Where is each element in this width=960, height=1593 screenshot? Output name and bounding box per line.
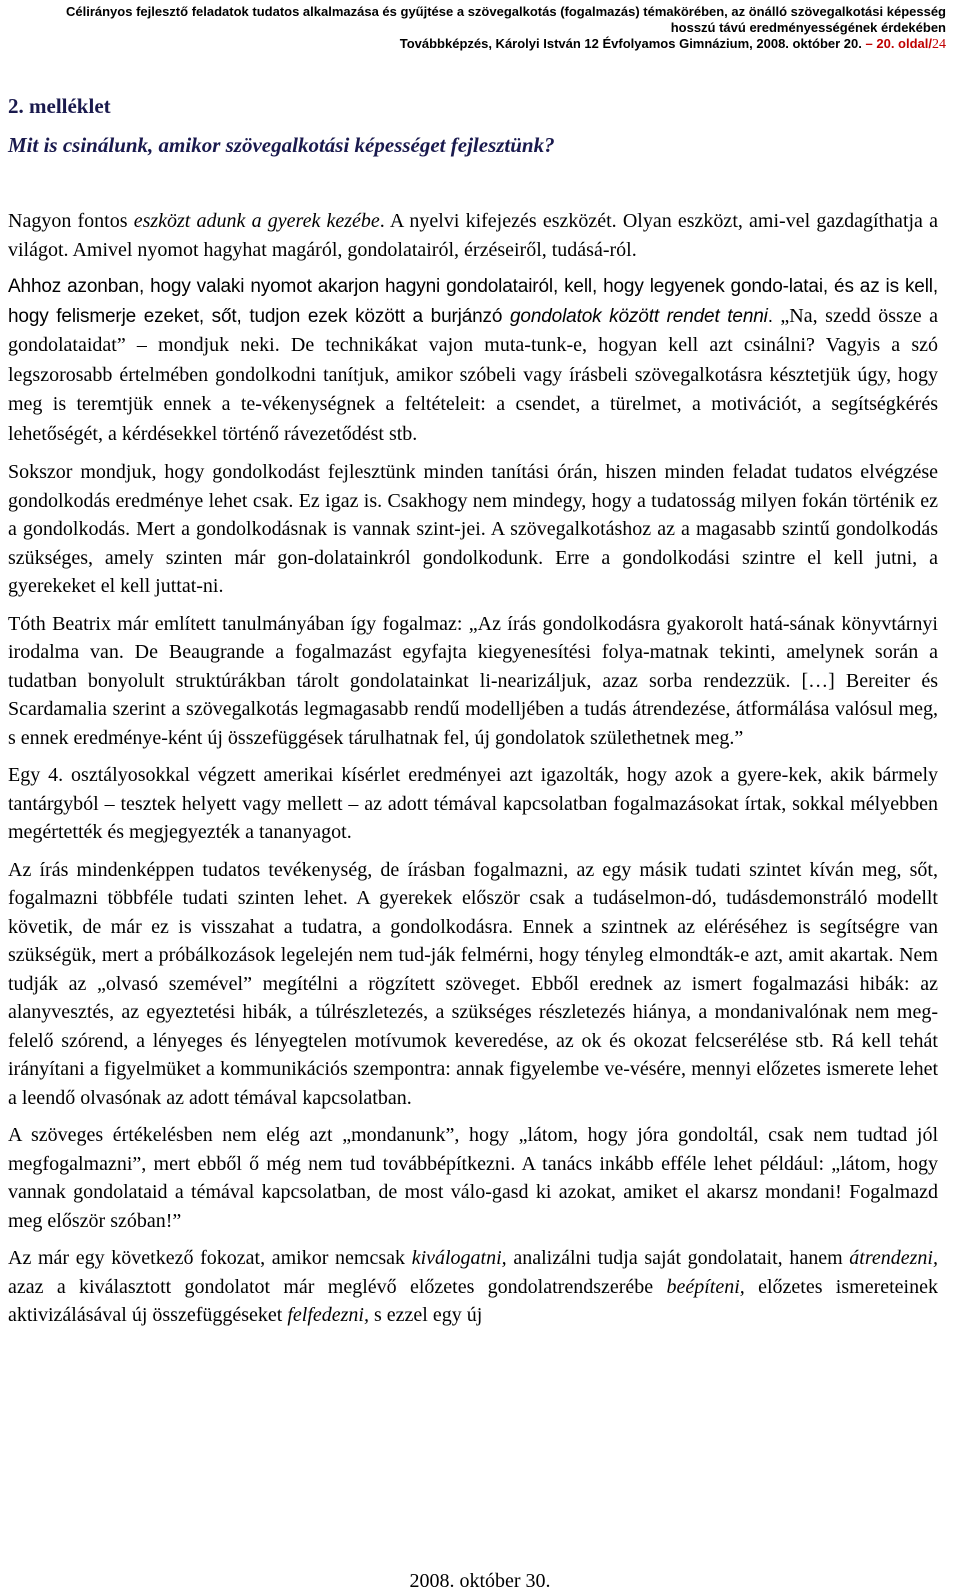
p1-text-b: . A nyelvi kifejezés eszközét. Olyan eszközt, ami-vel gazdagíthatja a világot. Amivel nyomot hagyhat magáról, gondolatairól, érzéseiről, tudásá-ról. [8,210,938,261]
paragraph-4: Tóth Beatrix már említett tanulmányában így fogalmaz: „Az írás gondolkodásra gyakorolt hatá-sának könyvtárnyi irodalma van. De Beaugrande a fogalmazást egyfajta kiegyenesítési folya-matnak tekinti, amelynek során a tudatban bonyolult struktúrákban tárolt gondolatainkat li-nearizáljuk, azaz sorba rendezzük. […] Bereiter és Scardamalia szerint a szövegalkotás legmagasabb rendű modelljében a tudás átrendezése, átformálása valósul meg, s ennek eredménye-ként új összefüggések tárulhatnak fel, új gondolatok születhetnek meg.” [8,612,938,749]
p8-text-e: s ezzel egy új [368,1304,483,1326]
page-footer-date: 2008. október 30. [409,1570,551,1592]
header-dash: – [865,36,873,51]
p8-emphasis-3: beépíteni, [666,1275,745,1298]
header-line-3 [0,36,946,53]
header-line-2: hosszú távú eredményességének érdekében [670,20,946,35]
paragraph-5: Egy 4. osztályosokkal végzett amerikai kísérlet eredményei azt igazolták, hogy azok a gyere-kek, akik bármely tantárgyból – tesztek helyett vagy mellett – az adott témával kapcsolatban fogalmazásokat írtak, sokkal mélyebben megértették és megjegyezték a tananyagot. [8,764,938,843]
paragraph-6: Az írás mindenképpen tudatos tevékenység, de írásban fogalmazni, az egy másik tudati szintet kíván meg, sőt, fogalmazni többféle tudati szinten lehet. A gyerekek először csak a tudáselmon-dó, tudásdemonstráló modellt követik, de már ez is visszahat a tudatra, a gondolkodásra. Ennek a szintnek az eléréséhez is segítségre van szükségük, mert a próbálkozások legelején nem tud-ják felmérni, hogy tényleg elmondták-e azt, amit akartak. Nem tudják az „olvasó szemével” megítélni a rögzített szöveget. Ebből erednek az ismert fogalmazási hibák: az alanyvesztés, az egyeztetési hibák, a túlrészletezés, a szükséges részletezés hiánya, a mondanivalónak nem meg-felelő szórend, a lényeges és lényegtelen motívumok keveredése, az ok és okozat felcserélése stb. Rá kell tehát irányítani a figyelmüket a kommunikációs szempontra: annak figyelembe ve-vésére, mennyi előzetes ismerete lehet a leendő olvasónak az adott témával kapcsolatban. [8,858,938,1109]
p1-text-a: Nagyon fontos [8,210,134,232]
p2-text-a: Ahhoz azonban, hogy valaki nyomot akarjon hagyni gondolatairól, kell, hogy legyenek gondo-latai, és az is kell, hogy felismerje ezeket, sőt, tudjon ezek között a burjánzó [8,276,938,327]
p1-emphasis: eszközt adunk a gyerek kezébe [133,210,380,232]
p2-text-c: „Na, szedd össze a gondolataidat” – mondjuk neki. De technikákat vajon muta-tunk-e, hogyan kell azt csinálni? Vagyis a szó legszorosabb értelmében gondolkodni tanítjuk, amikor szóbeli vagy írásbeli szövegalkotásra késztetjük úgy, hogy meg is teremtjük ennek a te-vékenységnek a feltételeit: a csendet, a türelmet, a motivációt, a segítségkérés lehetőségét, a kérdésekkel történő rávezetődést stb. [8,304,938,445]
p8-emphasis-1: kiválogatni, [411,1247,507,1269]
p8-emphasis-2: átrendezni, [849,1247,938,1269]
p2-text-b: . [767,305,773,327]
p8-emphasis-4: felfedezni, [287,1304,369,1326]
paragraph-2 [8,273,938,449]
section-title: Mit is csinálunk, amikor szövegalkotási képességet fejlesztünk? [8,132,555,157]
p8-text-b: analizálni tudja saját gondolatait, hanem [506,1247,850,1269]
paragraph-8 [8,1244,938,1330]
paragraph-1 [8,207,938,264]
p8-text-c: azaz a kiválasztott gondolatot már meglévő előzetes gondolatrendszerébe [8,1275,667,1298]
document-body [8,92,938,1339]
p8-text-d: előzetes ismereteinek aktivizálásával új összefüggéseket [8,1275,938,1326]
p8-text-a: Az már egy következő fokozat, amikor nemcsak [8,1247,412,1269]
section-label: 2. melléklet [8,94,111,118]
page-header [0,4,946,53]
paragraph-3: Sokszor mondjuk, hogy gondolkodást fejlesztünk minden tanítási órán, hiszen minden feladat tudatos elvégzése gondolkodás eredménye lehet csak. Ez igaz is. Csakhogy nem mindegy, hogy a tudatosság milyen fokán történik ez a gondolkodás. Mert a gondolkodásnak is vannak szint-jei. A szövegalkotáshoz az a magasabb szintű gondolkodás szükséges, amely szinten már gon-dolatainkról gondolkodunk. Erre a gondolkodási szintre el kell jutni, a gyerekeket el kell juttat-ni. [8,461,938,597]
header-line-1: Célirányos fejlesztő feladatok tudatos alkalmazása és gyűjtése a szövegalkotás (fogalmazás) témakörében, az önálló szövegalkotási képesség [65,4,946,19]
header-event: Továbbképzés, Károlyi István 12 Évfolyamos Gimnázium, 2008. október 20. [399,36,862,51]
header-page-label: 20. oldal/ [876,36,932,51]
header-page-total: 24 [932,37,946,52]
p2-emphasis: gondolatok között rendet tenni [510,305,768,327]
paragraph-7: A szöveges értékelésben nem elég azt „mondanunk”, hogy „látom, hogy jóra gondoltál, csak nem tudtad jól megfogalmazni”, mert ebből ő még nem tud továbbépítkezni. A tanács inkább efféle lehet például: „látom, hogy vannak gondolataid a témával kapcsolatban, de most válo-gasd ki azokat, amiket el akarsz mondani! Fogalmazd meg először szóban!” [8,1124,938,1232]
